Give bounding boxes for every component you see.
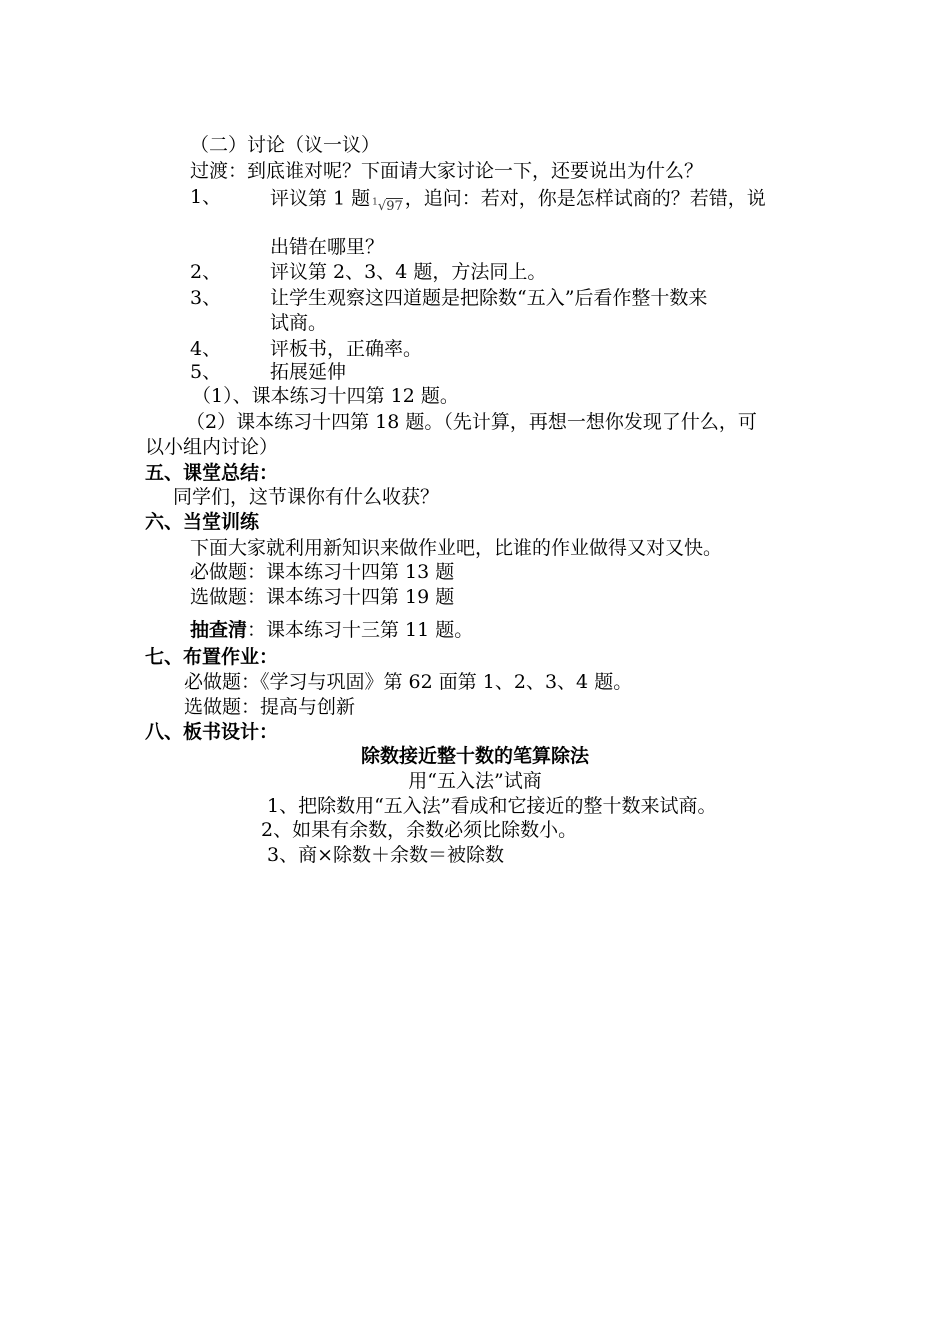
check-text: ：课本练习十三第 11 题。 [247,619,474,641]
section-7-required: 必做题：《学习与巩固》第 62 面第 1、2、3、4 题。 [184,671,633,693]
item-1-continuation: 出错在哪里？ [270,236,385,258]
radical-index: 1 [372,198,378,208]
extension-1: （1）、课本练习十四第 12 题。 [192,385,459,407]
section-6-intro: 下面大家就利用新知识来做作业吧，比谁的作业做得又对又快。 [190,537,723,559]
item-1-text-b: ，追问：若对，你是怎样试商的？若错，说 [404,187,766,210]
radical-symbol: 1√97 [372,198,403,215]
item-4-number: 4、 [190,338,222,360]
item-5-text: 拓展延伸 [270,361,347,383]
section-7-heading: 七、布置作业： [145,646,279,668]
section-7-optional: 选做题：提高与创新 [184,696,356,718]
section-6-required: 必做题：课本练习十四第 13 题 [190,561,455,583]
section-6-optional: 选做题：课本练习十四第 19 题 [190,586,455,608]
item-5-number: 5、 [190,361,222,383]
check-label: 抽查清 [190,619,248,641]
section-5-heading: 五、课堂总结： [145,462,279,484]
board-point-1: 1、把除数用“五入法”看成和它接近的整十数来试商。 [267,795,717,817]
item-1-number: 1、 [190,186,222,208]
board-title: 除数接近整十数的笔算除法 [360,745,589,767]
extension-2-continuation: 以小组内讨论） [145,436,279,458]
item-1-text-a: 评议第 1 题 [270,187,371,210]
section-6-heading: 六、当堂训练 [145,511,260,533]
extension-2: （2）课本练习十四第 18 题。（先计算，再想一想你发现了什么，可 [186,411,757,433]
discussion-heading: （二）讨论（议一议） [190,134,381,156]
board-point-3: 3、商×除数＋余数＝被除数 [267,844,505,866]
item-4-text: 评板书，正确率。 [270,338,423,360]
item-3-number: 3、 [190,287,222,309]
section-6-check [190,618,473,642]
item-1-text [270,185,766,213]
radical-value: 97 [386,199,403,215]
item-2-text: 评议第 2、3、4 题，方法同上。 [270,261,547,283]
board-subtitle: 用“五入法”试商 [408,770,542,792]
section-8-heading: 八、板书设计： [145,721,279,743]
item-3-continuation: 试商。 [270,312,328,334]
transition-text: 过渡：到底谁对呢？下面请大家讨论一下，还要说出为什么？ [190,160,704,182]
board-point-2: 2、如果有余数，余数必须比除数小。 [261,819,578,841]
item-3-text: 让学生观察这四道题是把除数“五入”后看作整十数来 [270,287,708,309]
item-2-number: 2、 [190,261,222,283]
section-5-text: 同学们，这节课你有什么收获？ [173,486,440,508]
